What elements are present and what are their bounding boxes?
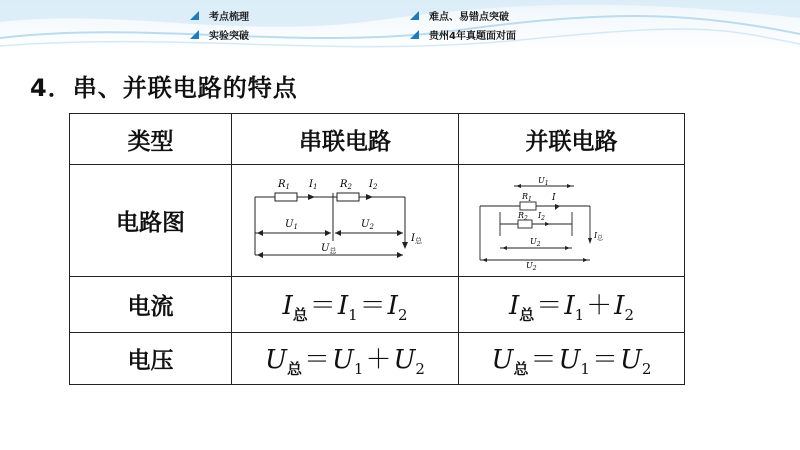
- row-label-voltage: 电压: [70, 333, 232, 385]
- label-I-total: $I_总$: [593, 230, 603, 242]
- label-I-total: $I_总$: [411, 233, 422, 245]
- row-label-diagram: 电路图: [70, 165, 232, 277]
- label-I2: $I_2$: [537, 210, 545, 222]
- comparison-table: [69, 113, 685, 385]
- triangle-bullet-icon: [410, 11, 419, 20]
- label-U1: $U_1$: [537, 175, 549, 187]
- header-wave-decoration: [0, 0, 800, 52]
- nav-item-nandian[interactable]: [410, 8, 509, 22]
- label-I: I: [551, 192, 556, 203]
- series-voltage-formula: $U_总=U_1+U_2$: [232, 333, 459, 385]
- nav-item-label: 难点、易错点突破: [429, 11, 509, 23]
- section-title: 4．串、并联电路的特点: [30, 74, 298, 102]
- nav-item-shiyan[interactable]: [190, 27, 249, 41]
- label-I1: $I_1$: [309, 179, 318, 191]
- parallel-voltage-formula: $U_总=U_1=U_2$: [459, 333, 685, 385]
- nav-item-kaodian[interactable]: [190, 8, 249, 22]
- table-header-row: [70, 114, 685, 165]
- triangle-bullet-icon: [190, 30, 199, 39]
- label-U2-outer: $U_2$: [525, 260, 537, 270]
- parallel-diagram-cell: [459, 165, 685, 277]
- triangle-bullet-icon: [190, 11, 199, 20]
- label-U2-inner: $U_2$: [529, 236, 541, 248]
- header-type: 类型: [70, 114, 232, 165]
- label-U2: $U_2$: [361, 219, 374, 231]
- nav-item-label: 考点梳理: [209, 11, 249, 23]
- label-I2: $I_2$: [369, 179, 378, 191]
- table-row-diagram: [70, 165, 685, 277]
- parallel-current-formula: $I_总=I_1+I_2$: [459, 277, 685, 333]
- row-label-current: 电流: [70, 277, 232, 333]
- triangle-bullet-icon: [410, 30, 419, 39]
- label-R1: $R_1$: [278, 179, 290, 191]
- nav-item-label: 贵州4年真题面对面: [429, 30, 516, 42]
- nav-item-label: 实验突破: [209, 30, 249, 42]
- series-circuit-diagram: [245, 173, 445, 268]
- series-current-formula: $I_总=I_1=I_2$: [232, 277, 459, 333]
- label-U1: $U_1$: [285, 219, 298, 231]
- series-diagram-cell: [232, 165, 459, 277]
- parallel-circuit-diagram: [472, 172, 672, 270]
- label-R2: $R_2$: [517, 210, 528, 222]
- nav-item-zhenti[interactable]: [410, 27, 516, 41]
- label-R2: $R_2$: [340, 179, 352, 191]
- label-U-total: $U_总$: [321, 243, 337, 255]
- label-R1: $R_1$: [521, 191, 532, 203]
- table-row-current: [70, 277, 685, 333]
- table-row-voltage: [70, 333, 685, 385]
- header-parallel: 并联电路: [459, 114, 685, 165]
- header-band: [0, 0, 800, 52]
- header-series: 串联电路: [232, 114, 459, 165]
